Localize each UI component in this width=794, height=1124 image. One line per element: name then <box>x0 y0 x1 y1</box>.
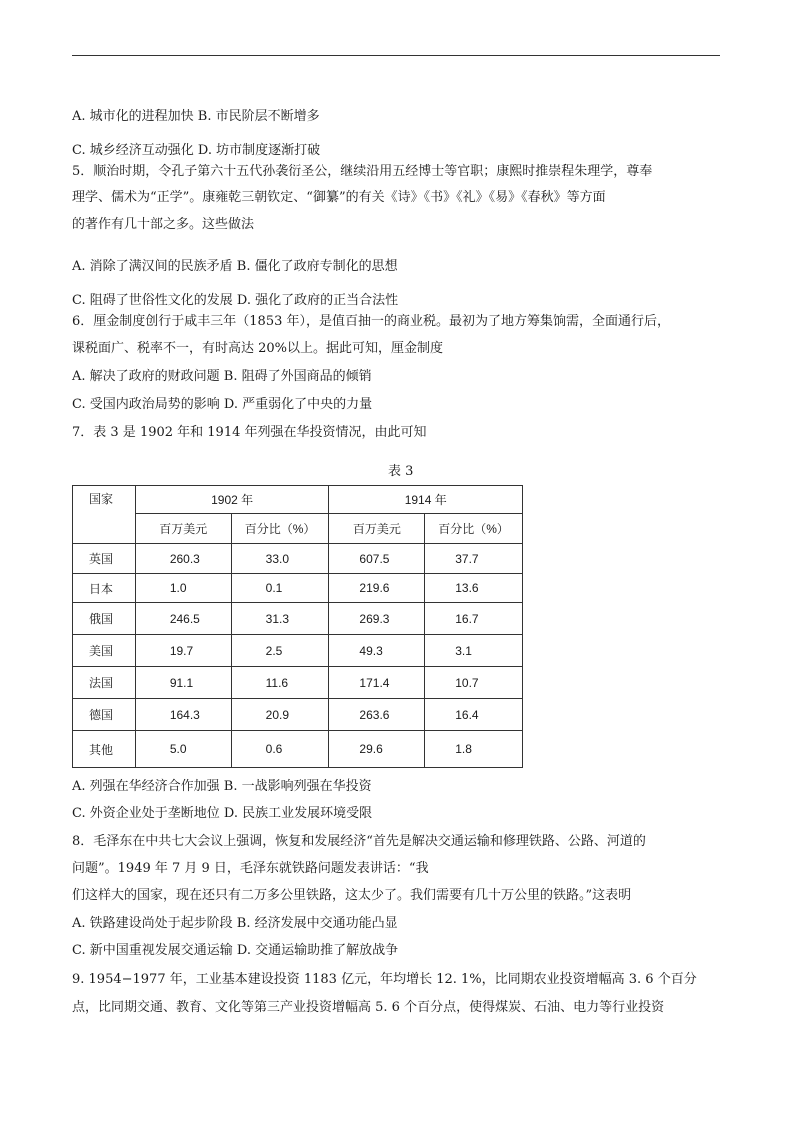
q8-option-ab: A. 铁路建设尚处于起步阶段 B. 经济发展中交通功能凸显 <box>72 916 398 931</box>
cell-usd-1902: 91.1 <box>135 667 231 699</box>
cell-country: 美国 <box>73 635 136 667</box>
q9-stem-line-2: 点，比同期交通、教育、文化等第三产业投资增幅高 5. 6 个百分点，使得煤炭、石油、电力等行业投资 <box>72 1000 665 1015</box>
header-year-1902: 1902 年 <box>135 486 329 514</box>
header-country: 国家 <box>73 486 136 544</box>
cell-pct-1902: 2.5 <box>231 635 329 667</box>
cell-country: 英国 <box>73 544 136 574</box>
q5-option-ab: A. 消除了满汉间的民族矛盾 B. 僵化了政府专制化的思想 <box>72 259 398 274</box>
q5-stem-line-1: 5．顺治时期，令孔子第六十五代孙袭衍圣公，继续沿用五经博士等官职；康熙时推崇程朱理学，尊奉 <box>72 164 653 179</box>
table-row <box>73 731 523 768</box>
cell-usd-1902: 5.0 <box>135 731 231 768</box>
q5-stem-line-2: 理学、儒术为“正学”。康雍乾三朝钦定、“御纂”的有关《诗》《书》《礼》《易》《春秋》等方面 <box>72 190 606 205</box>
cell-pct-1902: 0.1 <box>231 574 329 603</box>
q8-option-cd: C. 新中国重视发展交通运输 D. 交通运输助推了解放战争 <box>72 943 399 958</box>
cell-usd-1914: 29.6 <box>329 731 425 768</box>
q8-stem-line-1: 8．毛泽东在中共七大会议上强调，恢复和发展经济“首先是解决交通运输和修理铁路、公路、河道的 <box>72 834 646 849</box>
cell-pct-1902: 11.6 <box>231 667 329 699</box>
cell-pct-1902: 33.0 <box>231 544 329 574</box>
table-row <box>73 635 523 667</box>
header-year-1914: 1914 年 <box>329 486 523 514</box>
q4-option-cd: C. 城乡经济互动强化 D. 坊市制度逐渐打破 <box>72 143 321 158</box>
cell-pct-1914: 1.8 <box>425 731 523 768</box>
cell-usd-1902: 1.0 <box>135 574 231 603</box>
table-row <box>73 603 523 635</box>
cell-country: 法国 <box>73 667 136 699</box>
cell-pct-1914: 16.7 <box>425 603 523 635</box>
cell-pct-1902: 0.6 <box>231 731 329 768</box>
q4-option-ab: A. 城市化的进程加快 B. 市民阶层不断增多 <box>72 109 320 124</box>
cell-usd-1914: 607.5 <box>329 544 425 574</box>
cell-pct-1914: 37.7 <box>425 544 523 574</box>
cell-country: 德国 <box>73 699 136 731</box>
subheader-pct-1902: 百分比（%） <box>231 514 329 544</box>
investment-table <box>72 485 523 768</box>
subheader-usd-1902: 百万美元 <box>135 514 231 544</box>
cell-usd-1902: 246.5 <box>135 603 231 635</box>
q6-stem-line-1: 6．厘金制度创行于咸丰三年（1853 年），是值百抽一的商业税。最初为了地方筹集饷需，全面通行后， <box>72 314 670 329</box>
q8-stem-line-3: 们这样大的国家，现在还只有二万多公里铁路，这太少了。我们需要有几十万公里的铁路。”这表明 <box>72 888 632 903</box>
subheader-usd-1914: 百万美元 <box>329 514 425 544</box>
cell-pct-1914: 16.4 <box>425 699 523 731</box>
cell-usd-1902: 260.3 <box>135 544 231 574</box>
table-row <box>73 544 523 574</box>
header-rule <box>72 55 720 56</box>
q7-option-ab: A. 列强在华经济合作加强 B. 一战影响列强在华投资 <box>72 779 372 794</box>
table-row <box>73 574 523 603</box>
q7-option-cd: C. 外资企业处于垄断地位 D. 民族工业发展环境受限 <box>72 806 373 821</box>
cell-usd-1914: 269.3 <box>329 603 425 635</box>
cell-pct-1914: 10.7 <box>425 667 523 699</box>
cell-usd-1914: 49.3 <box>329 635 425 667</box>
q5-option-cd: C. 阻碍了世俗性文化的发展 D. 强化了政府的正当合法性 <box>72 293 399 308</box>
q9-stem-line-1: 9. 1954−1977 年，工业基本建设投资 1183 亿元，年均增长 12. 1%，比同期农业投资增幅高 3. 6 个百分 <box>72 972 697 987</box>
cell-pct-1914: 3.1 <box>425 635 523 667</box>
cell-usd-1902: 164.3 <box>135 699 231 731</box>
cell-pct-1914: 13.6 <box>425 574 523 603</box>
q6-stem-line-2: 课税面广、税率不一，有时高达 20%以上。据此可知，厘金制度 <box>72 341 444 356</box>
cell-country: 俄国 <box>73 603 136 635</box>
table-row <box>73 667 523 699</box>
cell-pct-1902: 20.9 <box>231 699 329 731</box>
cell-pct-1902: 31.3 <box>231 603 329 635</box>
cell-usd-1902: 19.7 <box>135 635 231 667</box>
table-row <box>73 699 523 731</box>
cell-usd-1914: 171.4 <box>329 667 425 699</box>
cell-usd-1914: 263.6 <box>329 699 425 731</box>
table-caption: 表 3 <box>388 464 414 479</box>
q7-stem: 7．表 3 是 1902 年和 1914 年列强在华投资情况，由此可知 <box>72 425 427 440</box>
q5-stem-line-3: 的著作有几十部之多。这些做法 <box>72 217 255 232</box>
cell-usd-1914: 219.6 <box>329 574 425 603</box>
subheader-pct-1914: 百分比（%） <box>425 514 523 544</box>
cell-country: 日本 <box>73 574 136 603</box>
cell-country: 其他 <box>73 731 136 768</box>
q8-stem-line-2: 问题”。1949 年 7 月 9 日，毛泽东就铁路问题发表讲话：“我 <box>72 861 429 876</box>
q6-option-cd: C. 受国内政治局势的影响 D. 严重弱化了中央的力量 <box>72 397 373 412</box>
q6-option-ab: A. 解决了政府的财政问题 B. 阻碍了外国商品的倾销 <box>72 369 372 384</box>
